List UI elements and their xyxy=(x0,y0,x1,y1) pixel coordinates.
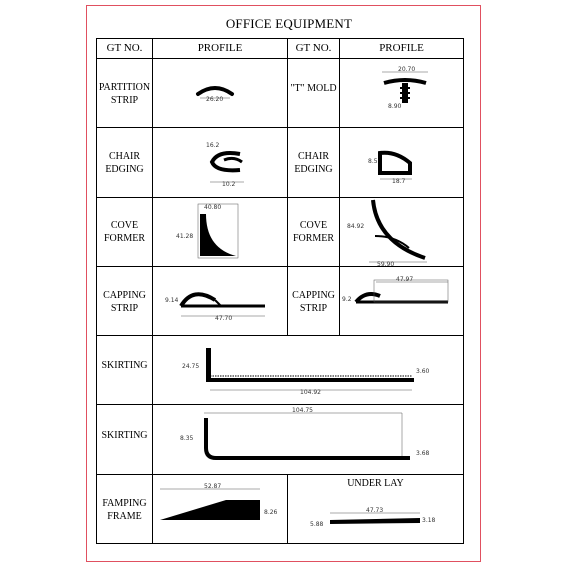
dim-cove-left-top: 40.80 xyxy=(204,204,222,211)
header-gt-no-right: GT NO. xyxy=(295,42,332,54)
dim-cove-right-side: 84.92 xyxy=(347,223,365,230)
dim-capping-right-top: 47.97 xyxy=(396,276,414,283)
header-profile-left: PROFILE xyxy=(197,42,243,54)
dim-underlay-right: 3.18 xyxy=(422,517,436,524)
dim-chair-edging-right-b: 18.7 xyxy=(392,178,406,185)
label-capping-strip-right: CAPPING STRIP xyxy=(292,290,335,314)
dim-underlay-top: 47.73 xyxy=(366,507,384,514)
dim-skirting2-top: 104.75 xyxy=(292,407,313,414)
cove-former-right-profile xyxy=(345,196,435,266)
capping-strip-left-profile xyxy=(165,280,270,325)
label-skirting-2: SKIRTING xyxy=(101,430,148,441)
label-t-mold: "T" MOLD xyxy=(290,83,337,94)
dim-skirting2-end: 3.68 xyxy=(416,450,430,457)
dim-chair-edging-right-a: 8.5 xyxy=(368,158,378,165)
cove-former-left-profile xyxy=(172,200,242,262)
capping-strip-right-profile xyxy=(340,276,455,316)
label-capping-strip-left: CAPPING STRIP xyxy=(103,290,146,314)
dim-cove-right-bottom: 59.90 xyxy=(377,261,395,268)
dim-capping-left-bottom: 47.70 xyxy=(215,315,233,322)
dim-skirting1-bottom: 104.92 xyxy=(300,389,321,396)
skirting-1-profile xyxy=(182,344,432,399)
under-lay-profile xyxy=(308,504,443,534)
label-chair-edging-right: CHAIR EDGING xyxy=(294,151,333,175)
dim-skirting1-end: 3.60 xyxy=(416,368,430,375)
label-under-lay: UNDER LAY xyxy=(347,478,404,489)
col-divider xyxy=(152,39,153,543)
dim-skirting1-side: 24.75 xyxy=(182,363,200,370)
dim-t-mold-side: 8.90 xyxy=(388,103,402,110)
dim-partition-strip: 26.20 xyxy=(206,96,224,103)
label-partition-strip: PARTITION STRIP xyxy=(98,82,151,106)
label-cove-former-right: COVE FORMER xyxy=(292,220,335,244)
dim-chair-edging-left-a: 16.2 xyxy=(206,142,220,149)
page-title: OFFICE EQUIPMENT xyxy=(225,16,353,31)
dim-capping-right-side: 9.2 xyxy=(342,296,352,303)
dim-t-mold-top: 20.70 xyxy=(398,66,416,73)
header-profile-right: PROFILE xyxy=(379,42,424,54)
chair-edging-left-profile xyxy=(200,138,260,190)
dim-chair-edging-left-b: 10.2 xyxy=(222,181,236,188)
dim-capping-left-side: 9.14 xyxy=(165,297,179,304)
dim-underlay-left: 5.88 xyxy=(310,521,324,528)
header-gt-no-left: GT NO. xyxy=(106,42,143,54)
dim-cove-left-side: 41.28 xyxy=(176,233,194,240)
label-cove-former-left: COVE FORMER xyxy=(103,220,146,244)
label-famping-frame: FAMPING FRAME xyxy=(102,498,147,522)
t-mold-profile xyxy=(372,64,442,114)
skirting-2-profile xyxy=(180,406,435,466)
dim-skirting2-side: 8.35 xyxy=(180,435,194,442)
chair-edging-right-profile xyxy=(366,145,426,190)
dim-famping-side: 8.26 xyxy=(264,509,278,516)
dim-famping-top: 52.87 xyxy=(204,483,222,490)
famping-frame-profile xyxy=(152,482,282,522)
label-chair-edging-left: CHAIR EDGING xyxy=(105,151,144,175)
label-skirting-1: SKIRTING xyxy=(101,360,148,371)
partition-strip-profile xyxy=(190,78,250,108)
